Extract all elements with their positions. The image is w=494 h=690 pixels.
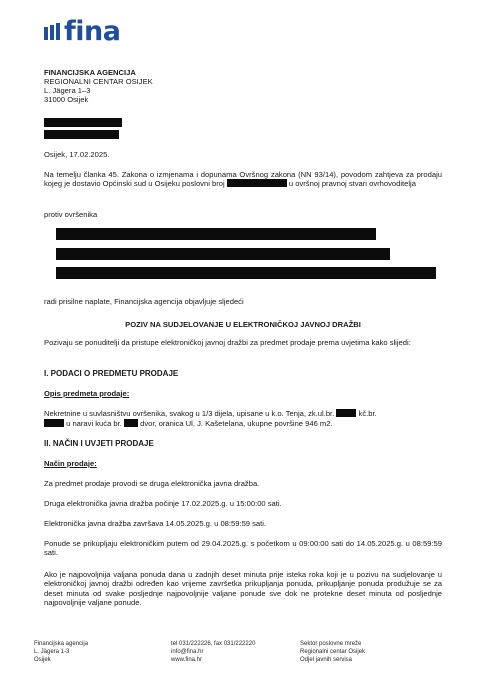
sale-paragraph-3: Elektronička javna dražba završava 14.05.2025.g. u 08:59:59 sati. bbox=[44, 519, 267, 528]
footer-website: www.fina.hr bbox=[171, 657, 203, 664]
property-text-d: dvor, oranica Ul. J. Kašetelana, ukupne površine 946 m2. bbox=[140, 419, 333, 428]
footer-contact bbox=[171, 640, 255, 665]
sale-paragraph-2: Druga elektronička javna dražba počinje 17.02.2025.g. u 15:00:00 sati. bbox=[44, 499, 282, 508]
intro-paragraph bbox=[44, 170, 442, 189]
collection-statement: radi prisilne naplate, Financijska agencija objavljuje sljedeći bbox=[44, 297, 244, 306]
logo-wordmark: fina bbox=[64, 16, 121, 47]
sale-paragraph-4: Ponude se prikupljaju elektroničkim putem od 29.04.2025.g. s početkom u 09:00:00 sati do 14.05.2025.g. u 08:59:59 sati. bbox=[44, 539, 442, 558]
section-1-subheading: Opis predmeta prodaje: bbox=[44, 389, 130, 398]
logo-bars-icon bbox=[44, 23, 60, 40]
intro-text-1: Na temelju članka 45. Zakona o izmjenama i dopunama Ovršnog zakona (NN 93/14), povodom zahtjeva za prodaju kojeg je dostavio Općinski sud u Osijeku poslovni broj bbox=[44, 170, 442, 189]
footer-department bbox=[300, 640, 365, 665]
redacted-case-number bbox=[227, 179, 287, 187]
redacted-addressee-line-1 bbox=[44, 118, 122, 127]
section-1-heading: I. PODACI O PREDMETU PRODAJE bbox=[44, 369, 179, 378]
property-text-a: Nekretnine u suvlasništvu ovršenika, svakog u 1/3 dijela, upisane u k.o. Tenja, zk.ul.br. bbox=[44, 409, 335, 418]
footer-sector: Sektor poslovne mreže bbox=[300, 641, 362, 647]
section-2-heading: II. NAČIN I UVJETI PRODAJE bbox=[44, 439, 154, 448]
redacted-house-number bbox=[124, 419, 138, 427]
letterhead-street: L. Jägera 1–3 bbox=[44, 86, 91, 95]
fina-logo bbox=[44, 18, 120, 45]
against-debtor-label: protiv ovršenika bbox=[44, 210, 98, 219]
property-text-c: u naravi kuća br. bbox=[66, 419, 122, 428]
document-date: Osijek, 17.02.2025. bbox=[44, 150, 110, 159]
property-description-line-2 bbox=[44, 419, 333, 428]
footer-street: L. Jägera 1-3 bbox=[34, 649, 70, 656]
letterhead-centre: REGIONALNI CENTAR OSIJEK bbox=[44, 77, 153, 86]
redacted-debtor-3 bbox=[56, 267, 436, 279]
property-text-b: kč.br. bbox=[358, 409, 377, 418]
sale-paragraph-5: Ako je najpovoljnija valjana ponuda dana u zadnjih deset minuta prije isteka roka koji je u pozivu na sudjelovanje u elektroničkoj javnoj dražbi određen kao vrijeme završetka prikupljanja ponuda, prikupljanje ponuda produžuje se za deset minuta od svake posljednje najpovoljnije valjane ponude sve dok ne protekne deset minuta od posljednje najpovoljnije valjane ponude. bbox=[44, 570, 442, 608]
redacted-debtor-2 bbox=[56, 248, 390, 260]
footer-city: Osijek bbox=[34, 657, 51, 664]
letterhead-org: FINANCIJSKA AGENCIJA bbox=[44, 68, 136, 77]
redacted-parcel-number bbox=[44, 419, 64, 427]
redacted-addressee-line-2 bbox=[44, 130, 119, 139]
footer-phone-fax: tel 031/222226, fax 031/222220 bbox=[171, 641, 256, 647]
footer-regional-centre: Regionalni centar Osijek bbox=[300, 649, 366, 656]
footer-address bbox=[34, 640, 88, 665]
redacted-land-register bbox=[336, 409, 356, 417]
intro-text-2: u ovršnoj pravnoj stvari ovrhovoditelja bbox=[288, 179, 416, 189]
sale-paragraph-1: Za predmet prodaje provodi se druga elektronička javna dražba. bbox=[44, 479, 260, 488]
redacted-debtor-1 bbox=[56, 228, 376, 240]
footer-department-name: Odjel javnih servisa bbox=[300, 657, 353, 664]
notice-title: POZIV NA SUDJELOVANJE U ELEKTRONIČKOJ JAVNOJ DRAŽBI bbox=[125, 320, 361, 329]
letterhead-city: 31000 Osijek bbox=[44, 95, 89, 104]
section-2-subheading: Način prodaje: bbox=[44, 459, 97, 468]
property-description-line-1 bbox=[44, 409, 377, 418]
invitation-paragraph: Pozivaju se ponuditelji da pristupe elektroničkoj javnoj dražbi za predmet prodaje prema uvjetima kako slijedi: bbox=[44, 338, 411, 347]
footer-org: Financijska agencija bbox=[34, 641, 89, 647]
footer-email: info@fina.hr bbox=[171, 649, 204, 656]
